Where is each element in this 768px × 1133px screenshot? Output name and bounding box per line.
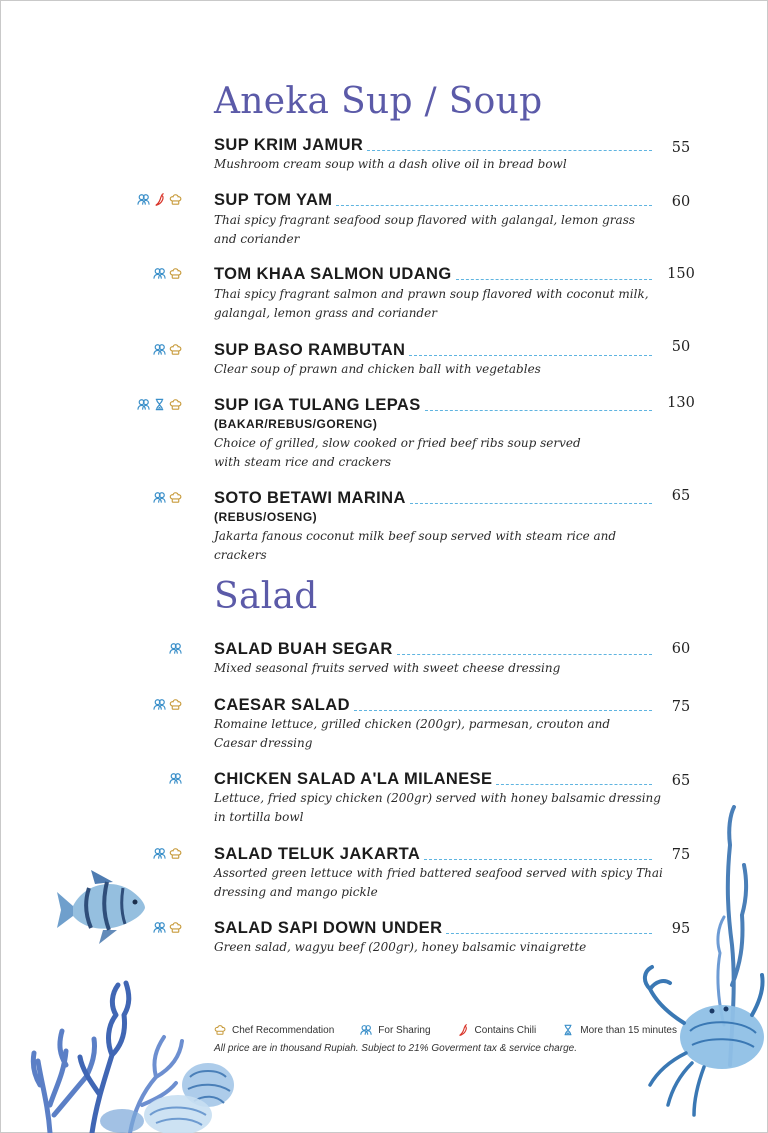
price-footnote: All price are in thousand Rupiah. Subject to 21% Goverment tax & service charge. xyxy=(214,1043,577,1054)
leader-dots xyxy=(397,653,652,655)
chef-hat-icon xyxy=(169,491,182,504)
sharing-icon xyxy=(153,267,166,280)
item-description: Mixed seasonal fruits served with sweet cheese dressing xyxy=(214,661,561,675)
chef-hat-icon xyxy=(214,1024,226,1036)
sharing-icon xyxy=(360,1024,372,1036)
legend-label: More than 15 minutes xyxy=(580,1024,677,1036)
item-name: SUP BASO RAMBUTAN xyxy=(214,341,406,359)
item-icons xyxy=(153,267,182,280)
item-description: Mushroom cream soup with a dash olive oil in bread bowl xyxy=(214,157,567,171)
item-icons xyxy=(153,343,182,356)
item-icons xyxy=(137,193,182,206)
sharing-icon xyxy=(153,921,166,934)
section-title-soup: Aneka Sup / Soup xyxy=(214,81,543,122)
chef-hat-icon xyxy=(169,267,182,280)
leader-dots xyxy=(354,709,652,711)
item-name: SUP IGA TULANG LEPAS xyxy=(214,396,421,414)
item-price: 60 xyxy=(671,641,691,657)
legend-item-chili xyxy=(457,1024,537,1036)
fish-illustration xyxy=(55,868,150,948)
chef-hat-icon xyxy=(169,698,182,711)
item-price: 60 xyxy=(671,194,691,210)
item-price: 75 xyxy=(671,847,691,863)
item-price: 55 xyxy=(671,140,691,156)
leader-dots xyxy=(456,278,652,280)
chef-hat-icon xyxy=(169,398,182,411)
hourglass-icon xyxy=(153,398,166,411)
item-price: 150 xyxy=(667,266,695,282)
item-price: 65 xyxy=(671,773,691,789)
sharing-icon xyxy=(137,193,150,206)
leader-dots xyxy=(425,409,652,411)
coral-illustration xyxy=(30,965,235,1133)
item-icons xyxy=(169,642,182,655)
item-name: SALAD BUAH SEGAR xyxy=(214,640,393,658)
item-price: 130 xyxy=(667,395,695,411)
item-price: 65 xyxy=(671,488,691,504)
leader-dots xyxy=(424,858,652,860)
chef-hat-icon xyxy=(169,343,182,356)
item-description: Romaine lettuce, grilled chicken (200gr), parmesan, crouton and Caesar dressing xyxy=(214,717,611,750)
item-description: Clear soup of prawn and chicken ball with vegetables xyxy=(214,362,541,376)
item-name: CHICKEN SALAD A'LA MILANESE xyxy=(214,770,493,788)
item-icons xyxy=(153,921,182,934)
chef-hat-icon xyxy=(169,921,182,934)
legend-label: Chef Recommendation xyxy=(232,1024,335,1036)
legend-item-sharing xyxy=(360,1024,430,1036)
item-icons xyxy=(169,772,182,785)
item-icons xyxy=(137,398,182,411)
item-description: Thai spicy fragrant salmon and prawn soup flavored with coconut milk, galangal, lemon grass and coriander xyxy=(214,287,649,320)
sharing-icon xyxy=(153,491,166,504)
leader-dots xyxy=(446,932,652,934)
item-name: SALAD SAPI DOWN UNDER xyxy=(214,919,443,937)
legend-label: Contains Chili xyxy=(474,1024,537,1036)
item-description: Thai spicy fragrant seafood soup flavored with galangal, lemon grass and coriander xyxy=(214,213,636,246)
crab-illustration xyxy=(632,805,768,1133)
legend-label: For Sharing xyxy=(378,1024,431,1036)
item-icons xyxy=(153,847,182,860)
legend-item-time xyxy=(562,1024,677,1036)
item-price: 95 xyxy=(671,921,691,937)
section-title-salad: Salad xyxy=(214,576,318,617)
item-name: SALAD TELUK JAKARTA xyxy=(214,845,421,863)
sharing-icon xyxy=(137,398,150,411)
sharing-icon xyxy=(169,642,182,655)
sharing-icon xyxy=(169,772,182,785)
leader-dots xyxy=(410,502,652,504)
item-name: TOM KHAA SALMON UDANG xyxy=(214,265,452,283)
item-description: Assorted green lettuce with fried battered seafood served with spicy Thai dressing and mango pickle xyxy=(214,866,663,899)
chili-icon xyxy=(457,1024,469,1036)
item-description: Lettuce, fried spicy chicken (200gr) served with honey balsamic dressing in tortilla bowl xyxy=(214,791,661,824)
item-description: Jakarta fanous coconut milk beef soup served with steam rice and crackers xyxy=(214,529,617,562)
leader-dots xyxy=(409,354,652,356)
leader-dots xyxy=(367,149,652,151)
item-name: SUP KRIM JAMUR xyxy=(214,136,364,154)
sharing-icon xyxy=(153,847,166,860)
item-name: CAESAR SALAD xyxy=(214,696,350,714)
item-icons xyxy=(153,698,182,711)
item-icons xyxy=(153,491,182,504)
item-subtitle: (BAKAR/REBUS/GORENG) xyxy=(214,417,378,431)
chef-hat-icon xyxy=(169,193,182,206)
legend xyxy=(214,1024,677,1036)
chili-icon xyxy=(153,193,166,206)
item-name: SUP TOM YAM xyxy=(214,191,333,209)
item-name: SOTO BETAWI MARINA xyxy=(214,489,406,507)
sharing-icon xyxy=(153,698,166,711)
item-description: Green salad, wagyu beef (200gr), honey balsamic vinaigrette xyxy=(214,940,587,954)
sharing-icon xyxy=(153,343,166,356)
item-description: Choice of grilled, slow cooked or fried beef ribs soup served with steam rice and crackers xyxy=(214,436,581,469)
hourglass-icon xyxy=(562,1024,574,1036)
leader-dots xyxy=(336,204,652,206)
legend-item-chef xyxy=(214,1024,334,1036)
item-subtitle: (REBUS/OSENG) xyxy=(214,510,318,524)
item-price: 50 xyxy=(671,339,691,355)
item-price: 75 xyxy=(671,699,691,715)
leader-dots xyxy=(496,783,652,785)
chef-hat-icon xyxy=(169,847,182,860)
